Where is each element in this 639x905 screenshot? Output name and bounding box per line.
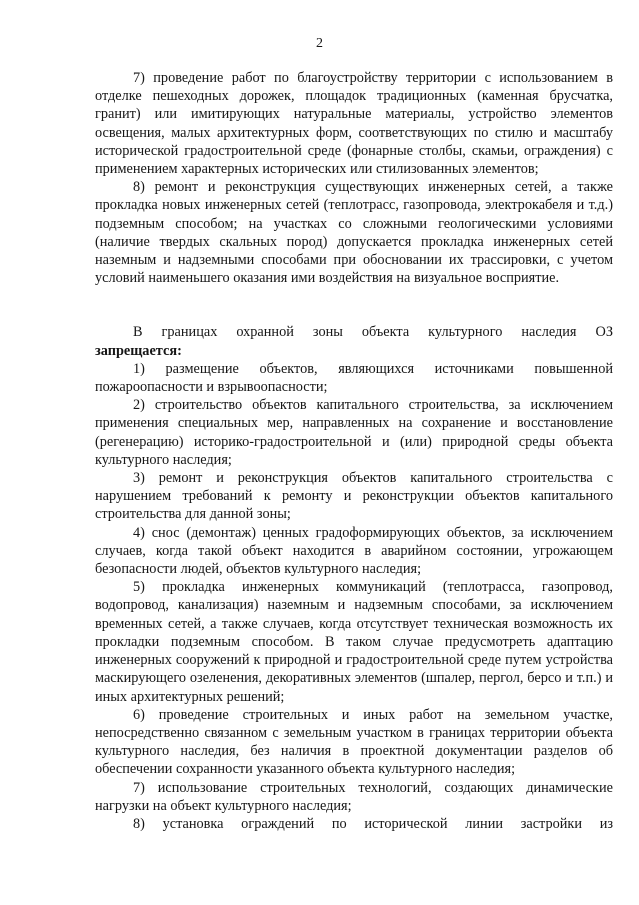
list-item: 7) проведение работ по благоустройству территории с использованием в отделке пешеходных дорожек, площадок традиционных (каменная брусчатка, гранит) или имитирующих натуральные материалы, устройство элементов освещения, малых архитектурных форм, соответствующих по стилю и масштабу исторической градостроительной среде (фонарные столбы, скамьи, ограждения) с применением характерных исторических или стилизованных элементов; [95,70,613,178]
document-body [95,69,613,833]
list-item: 8) ремонт и реконструкция существующих инженерных сетей, а также прокладка новых инженерных сетей (теплотрасс, газопровода, электрокабеля и т.д.) подземным способом; на участках со сложными геологическими условиями (наличие твердых скальных пород) допускается прокладка инженерных сетей наземным и надземными способами при обосновании их трассировки, с учетом условий наименьшего оказания ими воздействия на визуальное восприятие. [95,179,613,287]
zone-heading-bold: запрещается: [95,342,182,359]
list-item: 4) снос (демонтаж) ценных градоформирующих объектов, за исключением случаев, когда такой объект находится в аварийном состоянии, угрожающем безопасности людей, объектов культурного наследия; [95,524,613,578]
list-item: 1) размещение объектов, являющихся источниками повышенной пожароопасности и взрывоопасности; [95,360,613,396]
list-item: 6) проведение строительных и иных работ на земельном участке, непосредственно связанном с земельным участком в границах территории объекта культурного наследия, без наличия в проектной документации разделов об обеспечении сохранности указанного объекта культурного наследия; [95,706,613,778]
paragraph-gap [95,287,613,323]
list-item: 2) строительство объектов капитального строительства, за исключением применения специальных мер, направленных на сохранение и восстановление (регенерацию) историко-градостроительной и (или) природной среды объекта культурного наследия; [95,397,613,468]
page-number: 2 [316,36,323,51]
list-item: 3) ремонт и реконструкция объектов капитального строительства с нарушением требований к ремонту и реконструкции объектов капитального строительства для данной зоны; [95,470,613,523]
list-item: 7) использование строительных технологий, создающих динамические нагрузки на объект культурного наследия; [95,779,613,814]
list-item: 8) установка ограждений по исторической линии застройки из [133,815,613,832]
zone-heading-intro: В границах охранной зоны объекта культурного наследия ОЗ [133,324,613,341]
list-item: 5) прокладка инженерных коммуникаций (теплотрасса, газопровод, водопровод, канализация) наземным и надземным способами, за исключением временных сетей, а также случаев, когда отсутствует техническая возможность их прокладки подземным способом. В таком случае предусмотреть адаптацию инженерных сооружений к природной и градостроительной среде путем устройства маскирующего озеленения, декоративных элементов (шпалер, пергол, берсо и т.п.) и иных архитектурных решений; [95,579,613,705]
